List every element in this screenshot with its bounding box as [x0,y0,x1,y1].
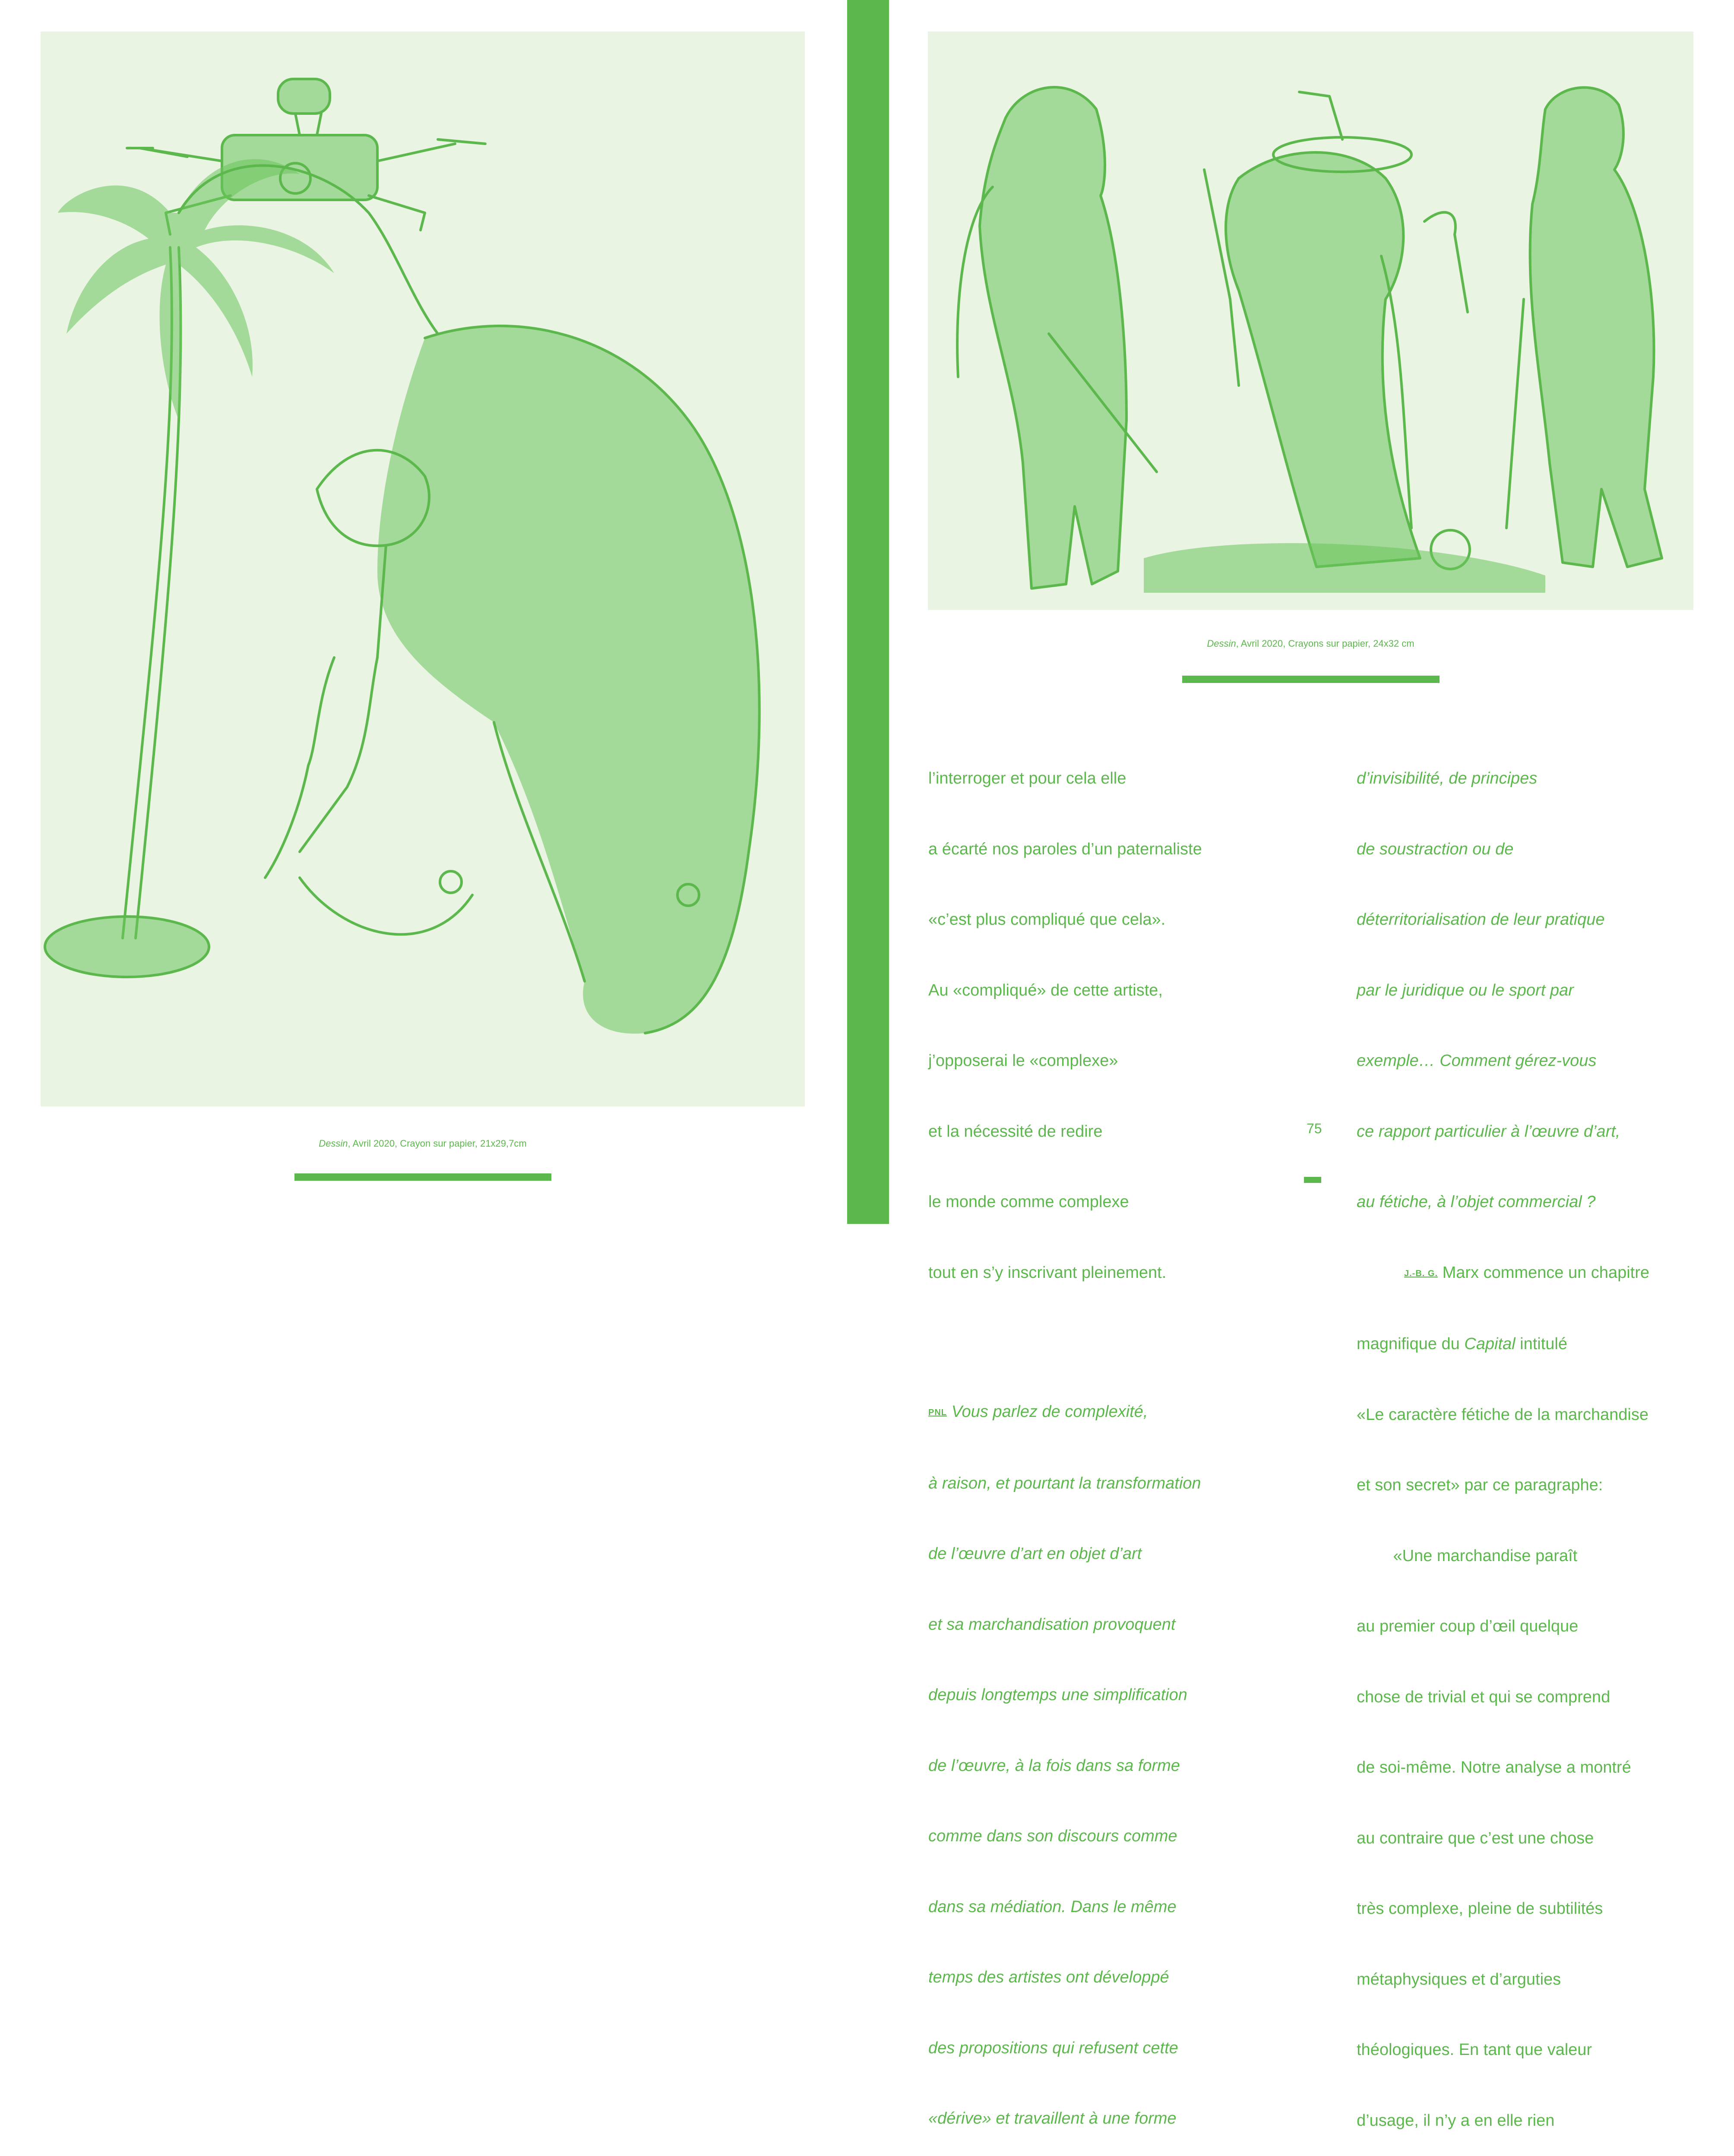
text-line: «c’est plus compliqué que cela». [928,910,1166,929]
text-line: de soi-même. Notre analyse a montré [1357,1758,1631,1777]
text-line: très complexe, pleine de subtilités [1357,1900,1603,1918]
text-line: exemple… Comment gérez-vous [1357,1052,1597,1070]
text-line: théologiques. En tant que valeur [1357,2041,1592,2059]
left-drawing-caption [41,1138,805,1149]
caption-details: , Avril 2020, Crayon sur papier, 21x29,7cm [348,1138,527,1149]
text-line: temps des artistes ont développé [928,1968,1169,1986]
text-line: «Le caractère fétiche de la marchandise [1357,1405,1649,1424]
text-line: a écarté nos paroles d’un paternaliste [928,840,1202,858]
hunched-figure-icon [265,326,759,1034]
text-line: Marx commence un chapitre [1438,1263,1649,1282]
text-line: le monde comme complexe [928,1193,1129,1211]
page-spine-bar [847,0,889,1224]
text-line: par le juridique ou le sport par [1357,981,1574,999]
text-line: métaphysiques et d’arguties [1357,1970,1561,1988]
robed-creature [1144,92,1545,593]
text-line: de soustraction ou de [1357,840,1514,858]
right-caption-rule [1182,676,1440,683]
text-fragment: intitulé [1515,1335,1567,1353]
text-line: «Une marchandise paraît [1357,1546,1578,1565]
right-drawing [928,32,1693,610]
text-line: «dérive» et travaillent à une forme [928,2109,1177,2128]
text-line: de l’œuvre d’art en objet d’art [928,1545,1142,1563]
text-line: tout en s’y inscrivant pleinement. [928,1263,1167,1282]
text-column-right [1357,720,1649,2156]
right-drawing-caption [928,638,1693,649]
text-line: Au «compliqué» de cette artiste, [928,981,1163,999]
text-line: au premier coup d’œil quelque [1357,1617,1579,1635]
caption-title: Dessin [1207,638,1236,649]
text-fragment: magnifique du [1357,1335,1465,1353]
text-line: à raison, et pourtant la transformation [928,1474,1201,1492]
book-title: Capital [1464,1335,1516,1353]
text-line: dans sa médiation. Dans le même [928,1897,1177,1916]
caption-title: Dessin [319,1138,348,1149]
page-number: 75 [1307,1121,1322,1136]
speaker-tag: PNL [928,1408,947,1417]
text-line: j’opposerai le «complexe» [928,1052,1118,1070]
text-line: l’interroger et pour cela elle [928,769,1126,787]
text-line: et sa marchandisation provoquent [928,1615,1176,1634]
text-line: d’invisibilité, de principes [1357,769,1538,787]
text-line: d’usage, il n’y a en elle rien [1357,2111,1555,2130]
text-line: ce rapport particulier à l’œuvre d’art, [1357,1122,1620,1141]
text-line: de l’œuvre, à la fois dans sa forme [928,1756,1180,1775]
text-line: et la nécessité de redire [928,1122,1103,1141]
text-line: et son secret» par ce paragraphe: [1357,1476,1603,1494]
text-line: chose de trivial et qui se comprend [1357,1688,1611,1706]
text-line: des propositions qui refusent cette [928,2039,1178,2057]
caption-details: , Avril 2020, Crayons sur papier, 24x32 cm [1236,638,1414,649]
speaker-tag: J.-B. G. [1404,1268,1438,1278]
text-line: déterritorialisation de leur pratique [1357,910,1605,929]
hazmat-figure-left [957,87,1157,588]
text-line: comme dans son discours comme [928,1827,1177,1845]
text-line: depuis longtemps une simplification [928,1686,1187,1704]
text-column-left [928,720,1202,2154]
text-line: Vous parlez de complexité, [951,1403,1148,1421]
hazmat-figure-right [1506,88,1662,567]
left-caption-rule [294,1173,551,1181]
left-drawing [41,32,805,1106]
page-number-marker [1304,1177,1321,1183]
text-line: au contraire que c’est une chose [1357,1829,1594,1847]
text-line: au fétiche, à l’objet commercial ? [1357,1193,1596,1211]
